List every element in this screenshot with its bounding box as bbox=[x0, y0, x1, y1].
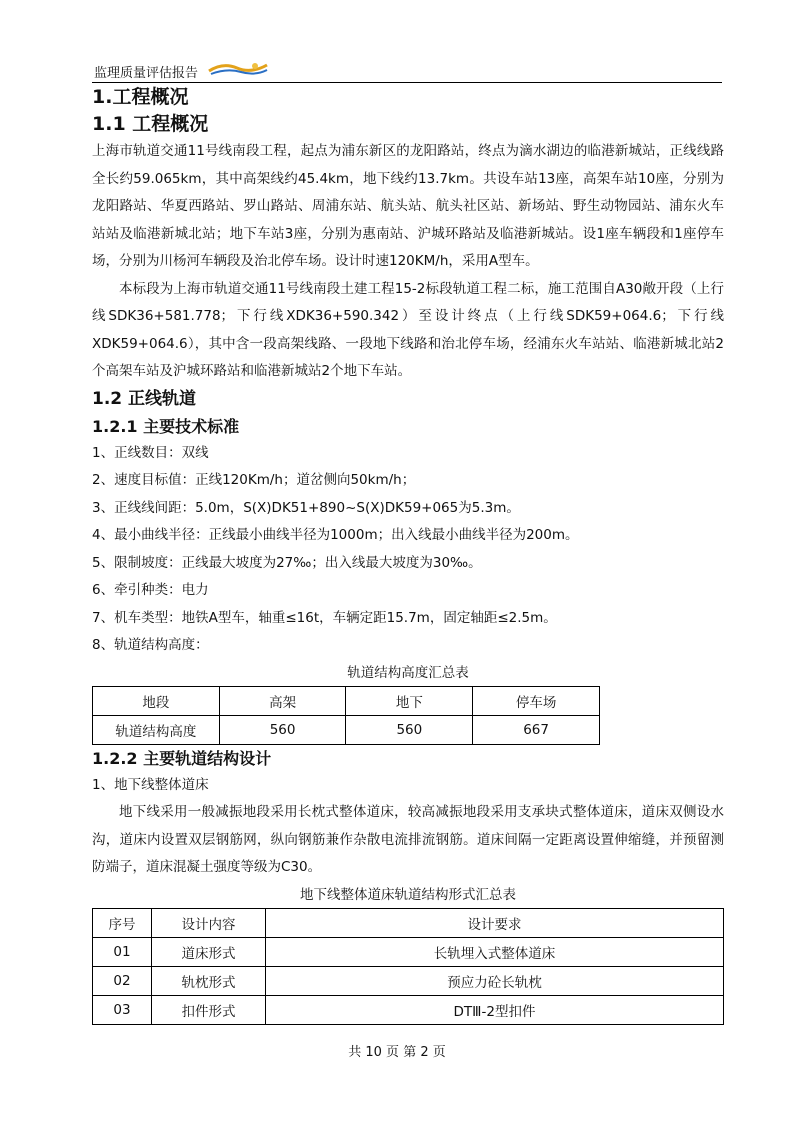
table1-caption: 轨道结构高度汇总表 bbox=[347, 664, 469, 681]
page-footer: 共 10 页 第 2 页 bbox=[348, 1045, 446, 1060]
table-header-cell: 序号 bbox=[93, 908, 152, 937]
table-header-cell: 地下 bbox=[346, 686, 473, 715]
table-cell: 扣件形式 bbox=[152, 995, 266, 1024]
table-header-cell: 设计要求 bbox=[266, 908, 724, 937]
table-cell: 01 bbox=[93, 937, 152, 966]
table-cell: DTⅢ-2型扣件 bbox=[266, 995, 724, 1024]
table-row bbox=[93, 995, 724, 1024]
document-body bbox=[92, 84, 724, 1025]
track-structure-table bbox=[92, 908, 724, 1025]
table-row bbox=[93, 715, 600, 744]
table-cell: 长轨埋入式整体道床 bbox=[266, 937, 724, 966]
table-header-cell: 高架 bbox=[219, 686, 346, 715]
table-cell: 道床形式 bbox=[152, 937, 266, 966]
standard-item: 4、最小曲线半径：正线最小曲线半径为1000m；出入线最小曲线半径为200m。 bbox=[92, 527, 579, 543]
heading-1: 1.工程概况 bbox=[92, 86, 189, 108]
table-cell: 预应力砼长轨枕 bbox=[266, 966, 724, 995]
bed-paragraph: 地下线采用一般减振地段采用长枕式整体道床，较高减振地段采用支承块式整体道床，道床双侧设水沟，道床内设置双层钢筋网，纵向钢筋兼作杂散电流排流钢筋。道床间隔一定距离设置伸缩缝，并预留测防端子，道床混凝土强度等级为C30。 bbox=[92, 804, 724, 875]
page-header bbox=[92, 60, 722, 83]
table-row bbox=[93, 966, 724, 995]
table-cell: 轨道结构高度 bbox=[93, 715, 220, 744]
table-header-row bbox=[93, 908, 724, 937]
table-cell: 03 bbox=[93, 995, 152, 1024]
table-cell: 667 bbox=[473, 715, 600, 744]
heading-1-2-2: 1.2.2 主要轨道结构设计 bbox=[92, 748, 272, 768]
table-cell: 560 bbox=[219, 715, 346, 744]
table-cell: 560 bbox=[346, 715, 473, 744]
heading-1-2: 1.2 正线轨道 bbox=[92, 388, 197, 409]
standard-item: 6、牵引种类：电力 bbox=[92, 582, 209, 598]
standard-item: 8、轨道结构高度： bbox=[92, 637, 209, 653]
table-cell: 02 bbox=[93, 966, 152, 995]
track-height-table bbox=[92, 686, 600, 745]
table-cell: 轨枕形式 bbox=[152, 966, 266, 995]
table-row bbox=[93, 937, 724, 966]
scope-paragraph: 本标段为上海市轨道交通11号线南段土建工程15-2标段轨道工程二标，施工范围自A30敞开段（上行线SDK36+581.778；下行线XDK36+590.342）至设计终点（上行线SDK59+064.6；下行线XDK59+064.6），其中含一段高架线路、一段地下线路和治北停车场，经浦东火车站站、临港新城北站2个高架车站及沪城环路站和临港新城站2个地下车站。 bbox=[92, 280, 724, 379]
heading-1-1: 1.1 工程概况 bbox=[92, 113, 209, 135]
header-title: 监理质量评估报告 bbox=[94, 66, 199, 81]
standard-item: 3、正线线间距：5.0m，S(X)DK51+890~S(X)DK59+065为5.3m。 bbox=[92, 499, 520, 516]
standard-item: 5、限制坡度：正线最大坡度为27‰；出入线最大坡度为30‰。 bbox=[92, 554, 482, 571]
overview-paragraph: 上海市轨道交通11号线南段工程，起点为浦东新区的龙阳路站，终点为滴水湖边的临港新城站，正线线路全长约59.065km，其中高架线约45.4km，地下线约13.7km。共设车站13座，高架车站10座，分别为龙阳路站、华夏西路站、罗山路站、周浦东站、航头站、航头社区站、新场站、野生动物园站、浦东火车站站及临港新城北站；地下车站3座，分别为惠南站、沪城环路站及临港新城站。设1座车辆段和1座停车场，分别为川杨河车辆段及治北停车场。设计时速120KM/h，采用A型车。 bbox=[92, 143, 724, 269]
standard-item: 7、机车类型：地铁A型车，轴重≤16t，车辆定距15.7m，固定轴距≤2.5m。 bbox=[92, 609, 557, 626]
table-header-cell: 地段 bbox=[93, 686, 220, 715]
table-header-cell: 停车场 bbox=[473, 686, 600, 715]
company-logo bbox=[207, 60, 269, 76]
table-header-row bbox=[93, 686, 600, 715]
standard-item: 2、速度目标值：正线120Km/h；道岔侧向50km/h； bbox=[92, 472, 416, 488]
table2-caption: 地下线整体道床轨道结构形式汇总表 bbox=[300, 886, 516, 903]
heading-1-2-1: 1.2.1 主要技术标准 bbox=[92, 416, 240, 436]
design-item: 1、地下线整体道床 bbox=[92, 776, 209, 793]
standard-item: 1、正线数目：双线 bbox=[92, 444, 209, 461]
table-header-cell: 设计内容 bbox=[152, 908, 266, 937]
